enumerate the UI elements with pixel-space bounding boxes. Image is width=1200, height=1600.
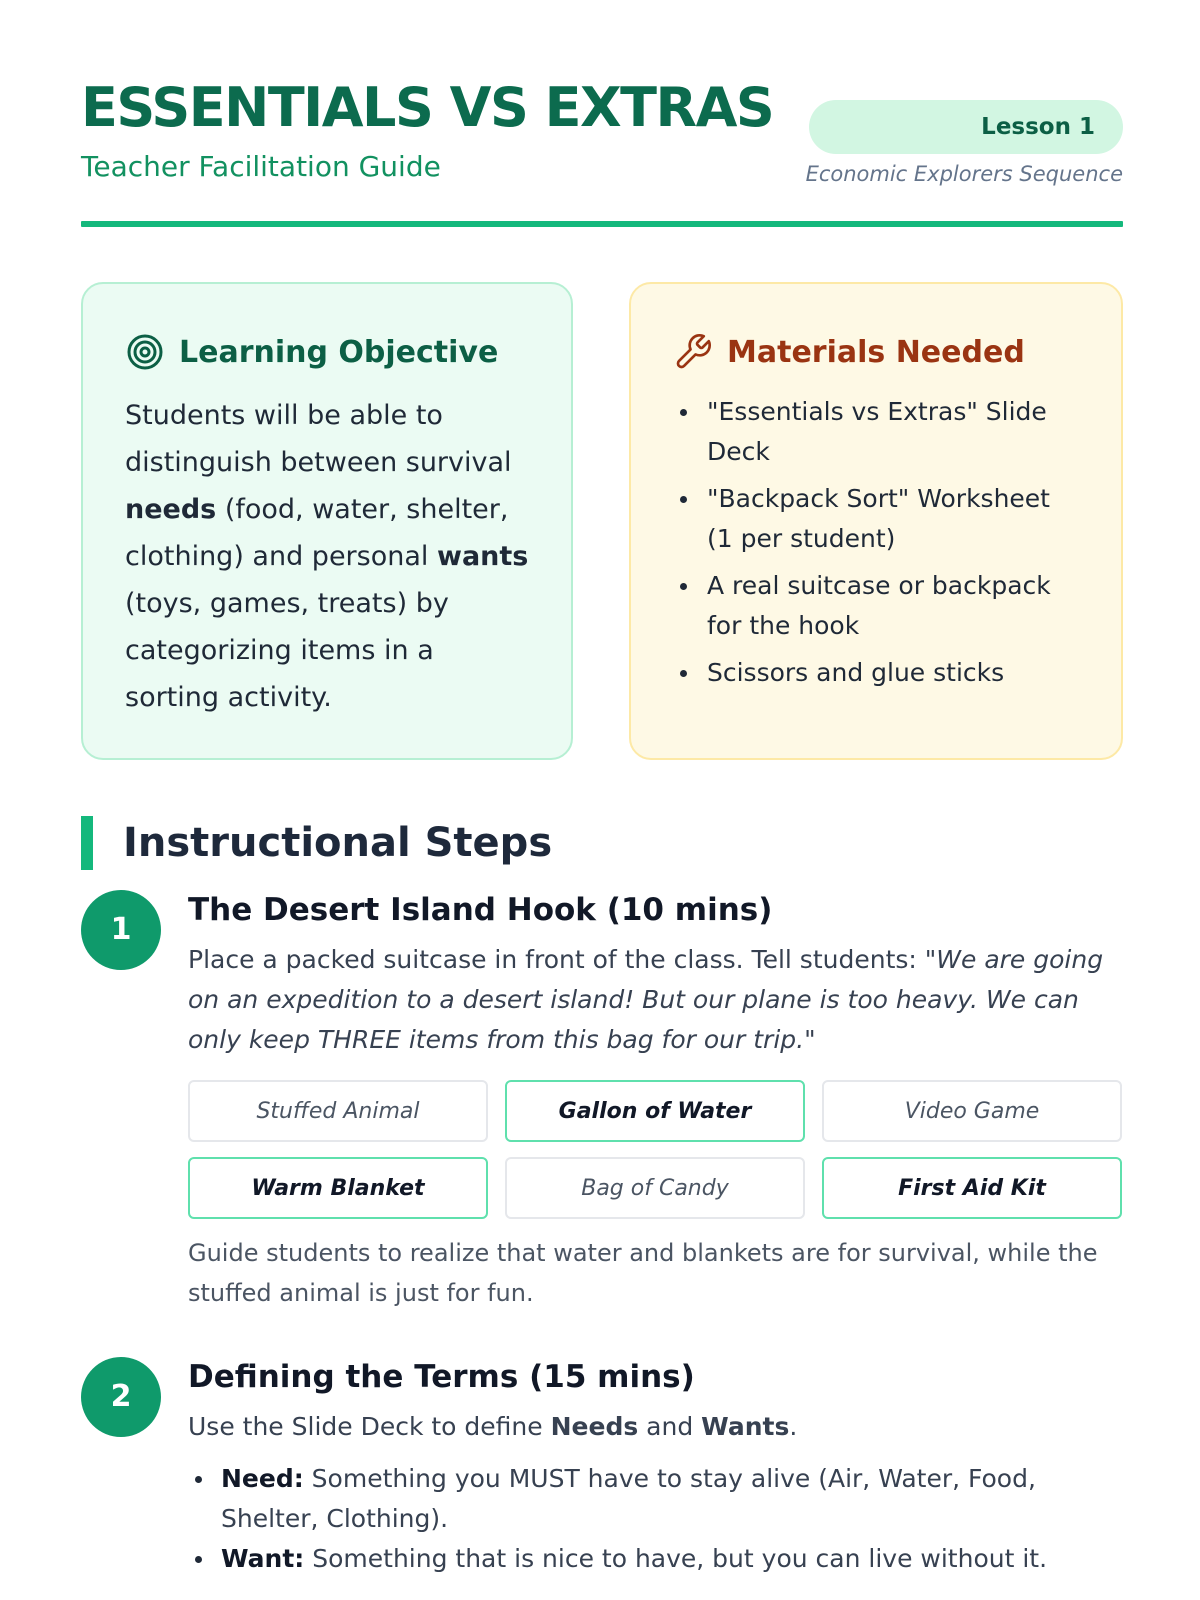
item-tile-video-game: Video Game <box>822 1080 1122 1142</box>
page-subtitle: Teacher Facilitation Guide <box>81 150 441 183</box>
step-instructions <box>188 1407 1123 1447</box>
lesson-badge: Lesson 1 <box>809 100 1123 154</box>
list-item: "Backpack Sort" Worksheet (1 per student) <box>673 479 1079 559</box>
step-instructions <box>188 940 1123 1060</box>
list-item: A real suitcase or backpack for the hook <box>673 566 1079 646</box>
suitcase-items-grid <box>188 1080 1123 1219</box>
item-tile-stuffed-animal: Stuffed Animal <box>188 1080 488 1142</box>
definition-term: Need: <box>221 1464 304 1493</box>
list-item <box>188 1459 1123 1539</box>
learning-objective-text <box>125 392 529 721</box>
step-instructions-plain: Place a packed suitcase in front of the class. Tell students: <box>188 945 925 974</box>
target-icon <box>125 332 165 372</box>
list-item: "Essentials vs Extras" Slide Deck <box>673 392 1079 472</box>
step-title: The Desert Island Hook (10 mins) <box>188 892 773 928</box>
objective-wants-term: wants <box>437 541 529 572</box>
sequence-label: Economic Explorers Sequence <box>805 162 1123 186</box>
list-item: Scissors and glue sticks <box>673 653 1079 693</box>
objective-text-part: Students will be able to distinguish between survival <box>125 400 512 478</box>
item-tile-bag-of-candy: Bag of Candy <box>505 1157 805 1219</box>
learning-objective-title: Learning Objective <box>179 334 499 370</box>
item-tile-warm-blanket: Warm Blanket <box>188 1157 488 1219</box>
list-item <box>188 1539 1123 1579</box>
section-title: Instructional Steps <box>123 820 553 866</box>
lesson-guide-page <box>81 0 1123 1573</box>
wrench-icon <box>673 332 713 372</box>
instructional-steps-heading <box>81 816 552 870</box>
materials-needed-header <box>673 328 1079 376</box>
step-body <box>188 888 1123 1313</box>
item-tile-first-aid-kit: First Aid Kit <box>822 1157 1122 1219</box>
wants-term: Wants <box>701 1412 790 1441</box>
materials-needed-card <box>629 282 1123 760</box>
objective-needs-term: needs <box>125 494 217 525</box>
step-text-part: Use the Slide Deck to define <box>188 1412 551 1441</box>
step-text-part: and <box>638 1412 702 1441</box>
item-tile-gallon-of-water: Gallon of Water <box>505 1080 805 1142</box>
definition-text: Something you MUST have to stay alive (Air, Water, Food, Shelter, Clothing). <box>221 1464 1036 1533</box>
header <box>81 0 1123 228</box>
definition-term: Want: <box>221 1544 305 1573</box>
definition-text: Something that is nice to have, but you can live without it. <box>304 1544 1048 1573</box>
step-facilitation-note: Guide students to realize that water and blankets are for survival, while the stuffed animal is just for fun. <box>188 1239 1098 1307</box>
page-title: ESSENTIALS VS EXTRAS <box>81 76 774 139</box>
step-text-part: . <box>789 1412 798 1441</box>
materials-list <box>673 392 1079 693</box>
header-divider <box>81 221 1123 227</box>
definitions-list <box>188 1459 1123 1579</box>
objective-text-part: (toys, games, treats) by categorizing items in a sorting activity. <box>125 588 449 713</box>
objective-text-part: (food, water, shelter, clothing) and personal <box>125 494 509 572</box>
step-number-badge: 1 <box>81 890 161 970</box>
section-accent-bar <box>81 816 93 870</box>
materials-needed-title: Materials Needed <box>727 334 1025 370</box>
step-body <box>188 1355 1123 1579</box>
learning-objective-card <box>81 282 573 760</box>
step-title: Defining the Terms (15 mins) <box>188 1359 695 1395</box>
needs-term: Needs <box>550 1412 639 1441</box>
step-script-quote: "We are going on an expedition to a desert island! But our plane is too heavy. We can only keep THREE items from this bag for our trip." <box>188 945 1104 1054</box>
step-number-badge: 2 <box>81 1357 161 1437</box>
learning-objective-header <box>125 328 529 376</box>
